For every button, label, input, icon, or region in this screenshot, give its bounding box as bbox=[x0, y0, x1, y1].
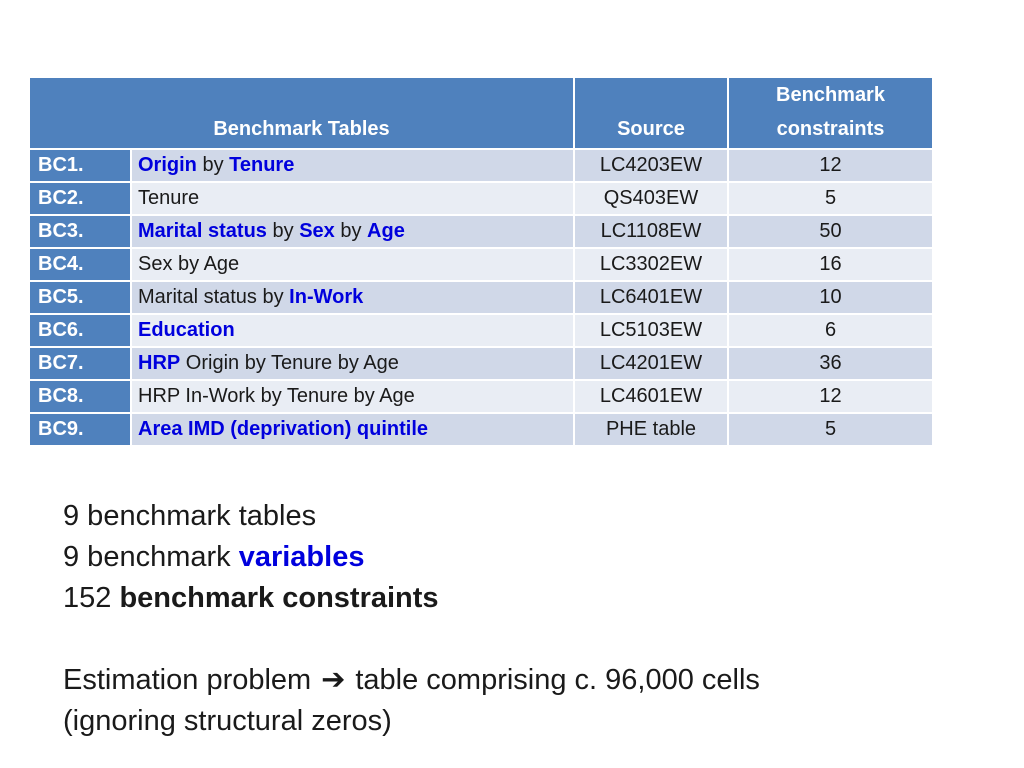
benchmark-table-container bbox=[30, 78, 932, 447]
row-code: BC3. bbox=[30, 215, 131, 248]
summary-variables-prefix: 9 benchmark bbox=[63, 541, 239, 573]
row-constraints: 6 bbox=[728, 314, 932, 347]
row-source: PHE table bbox=[574, 413, 728, 446]
highlighted-variable: Marital status bbox=[138, 220, 267, 242]
row-constraints: 5 bbox=[728, 182, 932, 215]
table-body bbox=[30, 149, 932, 446]
row-description bbox=[131, 182, 574, 215]
table-row bbox=[30, 380, 932, 413]
summary-variables-highlight: variables bbox=[238, 541, 365, 573]
row-code: BC7. bbox=[30, 347, 131, 380]
row-description bbox=[131, 314, 574, 347]
highlighted-variable: Tenure bbox=[229, 154, 295, 176]
summary-text bbox=[63, 496, 760, 742]
table-row bbox=[30, 314, 932, 347]
summary-line-estimation bbox=[63, 660, 760, 701]
header-constraints-line1: Benchmark bbox=[776, 84, 885, 106]
header-benchmark-tables: Benchmark Tables bbox=[30, 78, 574, 149]
row-code: BC8. bbox=[30, 380, 131, 413]
right-arrow-icon: ➔ bbox=[321, 664, 346, 696]
description-text: by bbox=[266, 220, 300, 242]
summary-spacer bbox=[63, 619, 760, 660]
description-text: HRP In-Work by Tenure by Age bbox=[138, 385, 415, 407]
summary-line-variables bbox=[63, 537, 760, 578]
highlighted-variable: Area IMD (deprivation) quintile bbox=[138, 418, 429, 440]
header-source: Source bbox=[574, 78, 728, 149]
description-text: by bbox=[196, 154, 230, 176]
row-description bbox=[131, 380, 574, 413]
table-row bbox=[30, 413, 932, 446]
highlighted-variable: Sex bbox=[299, 220, 335, 242]
description-text: Origin by Tenure by Age bbox=[180, 352, 399, 374]
row-source: LC4601EW bbox=[574, 380, 728, 413]
row-code: BC2. bbox=[30, 182, 131, 215]
row-description bbox=[131, 281, 574, 314]
description-text: by bbox=[334, 220, 368, 242]
description-text: Sex by Age bbox=[138, 253, 240, 275]
row-source: LC1108EW bbox=[574, 215, 728, 248]
row-description bbox=[131, 248, 574, 281]
row-constraints: 12 bbox=[728, 380, 932, 413]
row-code: BC4. bbox=[30, 248, 131, 281]
row-constraints: 16 bbox=[728, 248, 932, 281]
summary-estimation-suffix: table comprising c. 96,000 cells bbox=[347, 664, 760, 696]
row-source: LC3302EW bbox=[574, 248, 728, 281]
highlighted-variable: In-Work bbox=[289, 286, 364, 308]
row-code: BC9. bbox=[30, 413, 131, 446]
table-row bbox=[30, 248, 932, 281]
row-source: QS403EW bbox=[574, 182, 728, 215]
highlighted-variable: Education bbox=[138, 319, 235, 341]
table-row bbox=[30, 182, 932, 215]
summary-line-tables: 9 benchmark tables bbox=[63, 500, 317, 532]
row-constraints: 10 bbox=[728, 281, 932, 314]
row-description bbox=[131, 347, 574, 380]
row-source: LC5103EW bbox=[574, 314, 728, 347]
table-header-row bbox=[30, 78, 932, 149]
summary-estimation-prefix: Estimation problem bbox=[63, 664, 320, 696]
row-code: BC1. bbox=[30, 149, 131, 182]
benchmark-table bbox=[30, 78, 932, 447]
highlighted-variable: HRP bbox=[138, 352, 181, 374]
table-row bbox=[30, 347, 932, 380]
highlighted-variable: Origin bbox=[138, 154, 197, 176]
row-description bbox=[131, 413, 574, 446]
row-description bbox=[131, 149, 574, 182]
description-text: Marital status by bbox=[138, 286, 290, 308]
row-constraints: 12 bbox=[728, 149, 932, 182]
summary-line-structural-zeros: (ignoring structural zeros) bbox=[63, 705, 392, 737]
header-constraints-line2: constraints bbox=[776, 118, 885, 140]
row-source: LC6401EW bbox=[574, 281, 728, 314]
row-code: BC6. bbox=[30, 314, 131, 347]
row-constraints: 36 bbox=[728, 347, 932, 380]
summary-line-constraints bbox=[63, 578, 760, 619]
table-row bbox=[30, 149, 932, 182]
row-constraints: 50 bbox=[728, 215, 932, 248]
summary-constraints-bold: benchmark constraints bbox=[119, 582, 439, 614]
row-code: BC5. bbox=[30, 281, 131, 314]
header-benchmark-constraints bbox=[728, 78, 932, 149]
table-row bbox=[30, 215, 932, 248]
description-text: Tenure bbox=[138, 187, 200, 209]
summary-constraints-prefix: 152 bbox=[63, 582, 120, 614]
row-source: LC4203EW bbox=[574, 149, 728, 182]
row-description bbox=[131, 215, 574, 248]
table-row bbox=[30, 281, 932, 314]
row-source: LC4201EW bbox=[574, 347, 728, 380]
row-constraints: 5 bbox=[728, 413, 932, 446]
highlighted-variable: Age bbox=[367, 220, 405, 242]
